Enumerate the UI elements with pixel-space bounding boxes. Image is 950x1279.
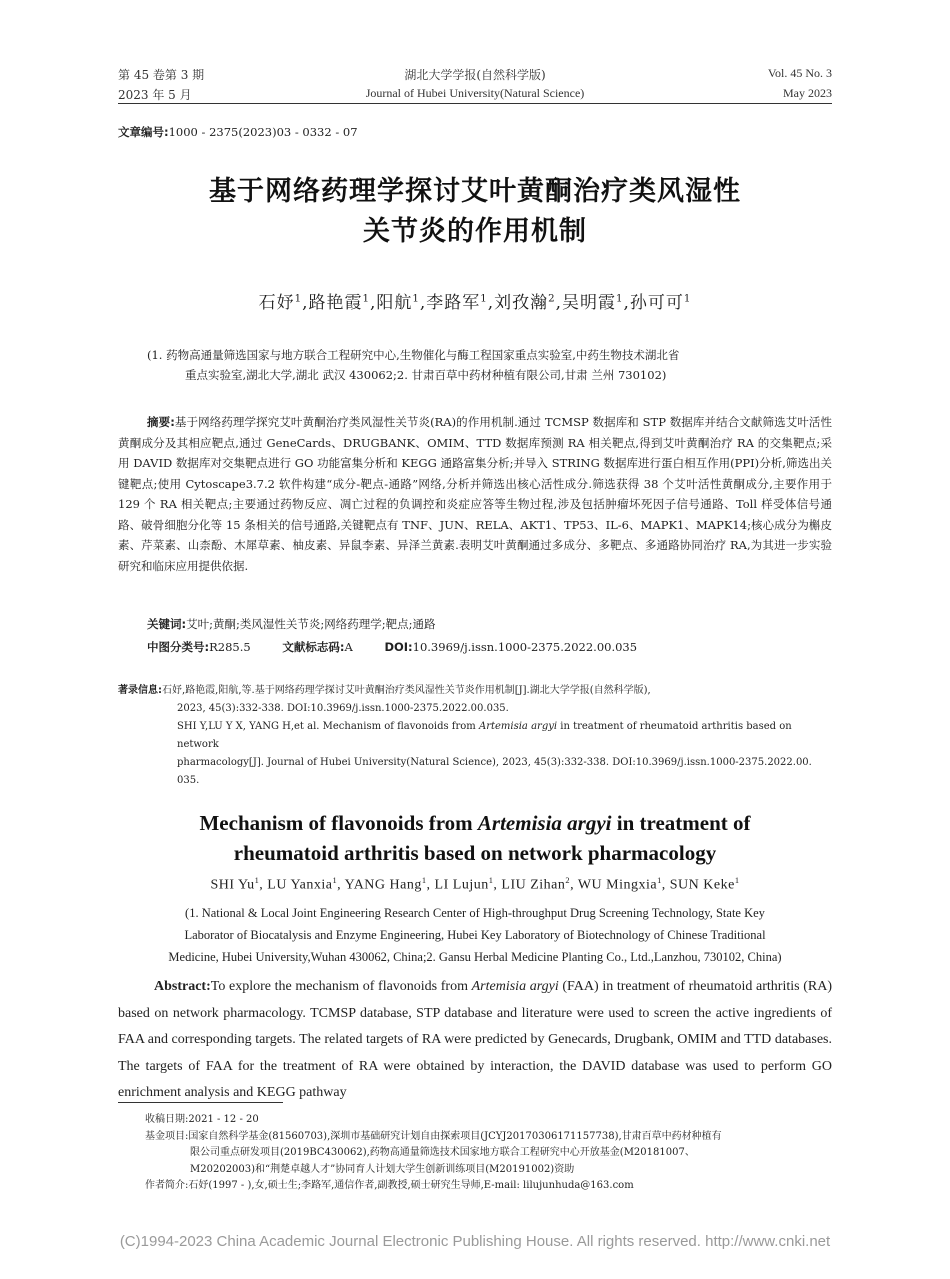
cn-abstract: [118, 412, 832, 576]
journal-name-en: Journal of Hubei University(Natural Science): [365, 86, 585, 100]
author: SHI Yu: [210, 877, 255, 893]
en-title-line2: rheumatoid arthritis based on network pharmacology: [233, 841, 717, 865]
funding-line1: 基金项目:国家自然科学基金(81560703),深圳市基础研究计划自由探索项目(JCYJ20170306171157738),甘肃百草中药材种植有: [145, 1130, 722, 1142]
author: 吴明霞: [562, 293, 617, 313]
author: YANG Hang: [344, 877, 422, 893]
affiliation-mark: 1: [657, 876, 662, 885]
citation-en-line2: pharmacology[J]. Journal of Hubei University(Natural Science), 2023, 45(3):332-338. DOI:10.3969/j.issn.1000-2375.2022.00.: [177, 757, 812, 768]
en-affiliation-line1: (1. National & Local Joint Engineering Research Center of High-throughput Drug Screening Technology, State Key: [185, 906, 765, 920]
doi-value: 10.3969/j.issn.1000-2375.2022.00.035: [412, 640, 638, 654]
affiliation-mark: 2: [565, 876, 571, 885]
clc-number: [147, 640, 251, 654]
received-date: 收稿日期:2021 - 12 - 20: [145, 1114, 259, 1125]
header-rule: [118, 103, 832, 104]
publication-date: 2023 年 5 月: [118, 88, 192, 102]
article-number-value: 1000 - 2375(2023)03 - 0332 - 07: [168, 125, 358, 139]
affiliation-mark: 2: [548, 293, 556, 305]
clc-label: 中图分类号:: [147, 640, 210, 654]
volume-issue-en: Vol. 45 No. 3: [767, 66, 832, 80]
author-bio: 作者简介:石妤(1997 - ),女,硕士生;李路军,通信作者,副教授,硕士研究生导师,E-mail: lilujunhuda@163.com: [145, 1180, 634, 1191]
affiliation-mark: 1: [734, 876, 740, 885]
footnote-rule: [118, 1102, 283, 1103]
affiliation-mark: 1: [332, 876, 338, 885]
author: LU Yanxia: [267, 877, 333, 893]
affiliation-mark: 1: [488, 876, 494, 885]
affiliation-mark: 1: [421, 876, 427, 885]
citation-en-line1: [118, 718, 832, 754]
affiliation-mark: 1: [480, 293, 488, 305]
cn-abstract-text: 基于网络药理学探究艾叶黄酮治疗类风湿性关节炎(RA)的作用机制.通过 TCMSP 数据库和 STP 数据库并结合文献筛选艾叶活性黄酮成分及其相应靶点,通过 GeneCards、DRUGBANK、OMIM、TTD 数据库预测 RA 相关靶点,得到艾叶黄酮治疗 RA 的交集靶点;采用 DAVID 数据库对交集靶点进行 GO 功能富集分析和 KEGG 通路富集分析;并导入 STRING 数据库进行蛋白相互作用(PPI)分析,筛选出关键靶点;使用 Cytoscape3.7.2 软件构建“成分-靶点-通路”网络,分析并筛选出核心活性成分.筛选获得 38 个艾叶活性黄酮成分,主要作用于 129 个 RA 相关靶点;主要通过药物反应、凋亡过程的负调控和炎症应答等生物过程,涉及包括肿瘤坏死因子信号通路、Toll 样受体信号通路、破骨细胞分化等 15 条相关的信号通路,关键靶点有 TNF、JUN、RELA、AKT1、TP53、IL-6、MAPK1、MAPK14;核心成分为槲皮素、芹菜素、山柰酚、木犀草素、柚皮素、异鼠李素、异泽兰黄素.表明艾叶黄酮通过多成分、多靶点、多通路协同治疗 RA,为其进一步实验研究和临床应用提供依据.: [118, 415, 832, 573]
affiliation-mark: 1: [412, 293, 420, 305]
funding-line2: 限公司重点研发项目(2019BC430062),药物高通量筛选技术国家地方联合工程研究中心开放基金(M20181007、: [190, 1147, 695, 1158]
affiliation-mark: 1: [362, 293, 370, 305]
author: 刘孜瀚: [494, 293, 549, 313]
en-title-species: Artemisia argyi: [477, 811, 612, 835]
doi-label: DOI:: [384, 640, 413, 654]
affiliation-mark: 1: [254, 876, 260, 885]
en-abstract-label: Abstract:: [154, 979, 211, 994]
citation-label: 著录信息:: [118, 685, 162, 696]
en-affiliation-line2: Laborator of Biocatalysis and Enzyme Engineering, Hubei Key Laboratory of Biotechnology of Chinese Traditional: [184, 928, 766, 942]
citation-en-line3: 035.: [177, 775, 200, 786]
document-code-label: 文献标志码:: [282, 640, 345, 654]
classification-line: [147, 639, 665, 655]
cn-title-line2: 关节炎的作用机制: [363, 216, 587, 247]
footnotes: [145, 1112, 835, 1195]
journal-name-cn: 湖北大学学报(自然科学版): [404, 68, 546, 82]
cn-affiliation: [147, 345, 827, 385]
cn-affiliation-line1: (1. 药物高通量筛选国家与地方联合工程研究中心,生物催化与酶工程国家重点实验室,中药生物技术湖北省: [147, 348, 680, 362]
affiliation-mark: 1: [616, 293, 624, 305]
citation-en-text: in treatment of rheumatoid arthritis based on network: [177, 721, 792, 750]
citation-info: [118, 682, 832, 790]
en-abstract: [118, 974, 832, 1107]
en-affiliation-line3: Medicine, Hubei University,Wuhan 430062, China;2. Gansu Herbal Medicine Planting Co., Ltd.,Lanzhou, 730102, China): [168, 950, 782, 964]
citation-en-species: Artemisia argyi: [478, 721, 558, 732]
keywords-label: 关键词:: [147, 617, 187, 631]
en-affiliation: [118, 902, 832, 968]
copyright-notice: (C)1994-2023 China Academic Journal Electronic Publishing House. All rights reserved. http://www.cnki.net: [119, 1233, 831, 1250]
article-number: [118, 124, 358, 140]
citation-cn-line1: 石妤,路艳霞,阳航,等.基于网络药理学探讨艾叶黄酮治疗类风湿性关节炎作用机制[J].湖北大学学报(自然科学版),: [162, 685, 651, 696]
en-title-text: Mechanism of flavonoids from: [199, 811, 478, 835]
cn-abstract-label: 摘要:: [147, 415, 175, 429]
en-title-text: in treatment of: [611, 811, 751, 835]
affiliation-mark: 1: [683, 293, 692, 305]
volume-issue: 第 45 卷第 3 期: [118, 68, 205, 82]
publication-date-en: May 2023: [783, 86, 832, 100]
cn-authors: 石妤$^1$,路艳霞$^1$,阳航$^1$,李路军$^1$,刘孜瀚$^2$,吴明霞$^1$,孙可可$^1$: [258, 293, 692, 313]
affiliation-mark: 1: [294, 293, 303, 305]
en-title-line1: [0, 808, 950, 838]
author: 阳航: [376, 293, 413, 313]
funding-line3: M20202003)和“荆楚卓越人才”协同育人计划大学生创新训练项目(M20191002)资助: [190, 1163, 575, 1175]
doi: [384, 640, 637, 654]
author: SUN Keke: [669, 877, 735, 893]
citation-cn-line2: 2023, 45(3):332-338. DOI:10.3969/j.issn.1000-2375.2022.00.035.: [177, 703, 509, 714]
author: 孙可可: [629, 293, 684, 313]
document-code-value: A: [344, 640, 353, 654]
author: LI Lujun: [434, 877, 489, 893]
cn-title-line1: 基于网络药理学探讨艾叶黄酮治疗类风湿性: [209, 176, 741, 207]
en-authors: SHI Yu$^1$, LU Yanxia$^1$, YANG Hang$^1$, LI Lujun$^1$, LIU Zihan$^2$, WU Mingxia$^1$, SUN Keke$^1$: [210, 876, 740, 893]
author: 路艳霞: [308, 293, 363, 313]
en-abstract-text: To explore the mechanism of flavonoids from: [210, 979, 472, 994]
en-abstract-text: (FAA) in treatment of rheumatoid arthritis (RA) based on network pharmacology. TCMSP database, STP database and literature were used to screen the active ingredients of FAA and corresponding targets. The related targets of RA were predicted by Genecards, Drugbank, OMIM and TTD databases. The targets of FAA for the treatment of RA were obtained by interaction, the DAVID database was used to perform GO enrichment analysis and KEGG pathway: [118, 979, 832, 1100]
author: LIU Zihan: [501, 877, 566, 893]
cn-affiliation-line2: 重点实验室,湖北大学,湖北 武汉 430062;2. 甘肃百草中药材种植有限公司,甘肃 兰州 730102): [185, 368, 667, 382]
document-code: [282, 640, 352, 654]
article-number-label: 文章编号:: [118, 125, 169, 139]
author: 李路军: [426, 293, 481, 313]
keywords-value: 艾叶;黄酮;类风湿性关节炎;网络药理学;靶点;通路: [186, 617, 436, 631]
clc-value: R285.5: [209, 640, 251, 654]
keywords: [147, 616, 435, 632]
author: WU Mingxia: [577, 877, 658, 893]
author: 石妤: [258, 293, 295, 313]
citation-en-text: SHI Y,LU Y X, YANG H,et al. Mechanism of flavonoids from: [177, 721, 479, 732]
en-abstract-species: Artemisia argyi: [471, 979, 559, 994]
